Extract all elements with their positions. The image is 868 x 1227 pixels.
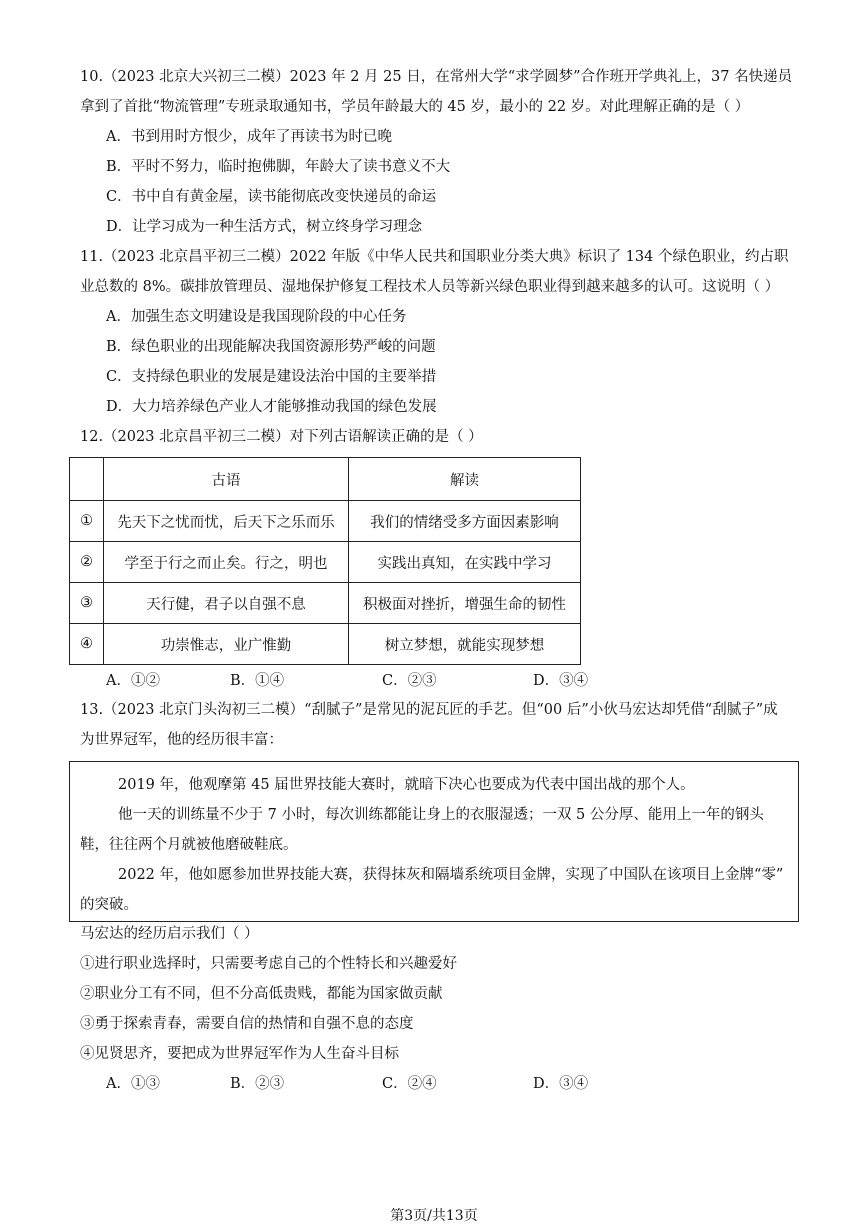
- q13-choice-a: A．①③: [106, 1076, 160, 1092]
- q11-stem-line2: 业总数的 8%。碳排放管理员、湿地保护修复工程技术人员等新兴绿色职业得到越来越多的认可。这说明（ ）: [80, 279, 780, 295]
- table-cell-index: ②: [70, 542, 104, 583]
- table-cell-saying: 功崇惟志，业广惟勤: [104, 624, 349, 665]
- q13-choice-d: D．③④: [533, 1076, 589, 1092]
- q11-option-a: A．加强生态文明建设是我国现阶段的中心任务: [106, 309, 407, 325]
- q12-choices: [106, 671, 606, 691]
- q12-choice-c: C．②③: [382, 673, 437, 689]
- q13-item-3: ③勇于探索青春，需要自信的热情和自强不息的态度: [80, 1016, 414, 1032]
- box-paragraph-3-line1: 2022 年，他如愿参加世界技能大赛，获得抹灰和隔墙系统项目金牌，实现了中国队在该项目上金牌“零”: [118, 867, 784, 883]
- table-header-saying: 古语: [104, 458, 349, 501]
- table-cell-index: ③: [70, 583, 104, 624]
- box-paragraph-3-line2: 的突破。: [80, 897, 138, 913]
- q11-option-d: D．大力培养绿色产业人才能够推动我国的绿色发展: [106, 399, 437, 415]
- q13-question: 马宏达的经历启示我们（ ）: [80, 926, 259, 942]
- q13-item-4: ④见贤思齐，要把成为世界冠军作为人生奋斗目标: [80, 1046, 399, 1062]
- table-row: [70, 583, 581, 624]
- q11-option-c: C．支持绿色职业的发展是建设法治中国的主要举措: [106, 369, 437, 385]
- table-cell-saying: 先天下之忧而忧，后天下之乐而乐: [104, 501, 349, 542]
- q13-stem-line2: 为世界冠军，他的经历很丰富：: [80, 732, 283, 748]
- table-cell-saying: 天行健，君子以自强不息: [104, 583, 349, 624]
- table-row: [70, 542, 581, 583]
- table-header-row: [70, 458, 581, 501]
- q11-stem-line1: 11.（2023 北京昌平初三二模）2022 年版《中华人民共和国职业分类大典》标识了 134 个绿色职业，约占职: [80, 249, 789, 265]
- q12-choice-a: A．①②: [106, 673, 160, 689]
- q13-item-2: ②职业分工有不同，但不分高低贵贱，都能为国家做贡献: [80, 986, 443, 1002]
- table-cell-index: ①: [70, 501, 104, 542]
- q12-choice-b: B．①④: [230, 673, 285, 689]
- table-cell-interpretation: 积极面对挫折，增强生命的韧性: [349, 583, 581, 624]
- q11-option-b: B．绿色职业的出现能解决我国资源形势严峻的问题: [106, 339, 436, 355]
- q10-stem-line2: 拿到了首批“物流管理”专班录取通知书，学员年龄最大的 45 岁，最小的 22 岁。对此理解正确的是（ ）: [80, 99, 750, 115]
- table-header-index: [70, 458, 104, 501]
- table-row: [70, 501, 581, 542]
- box-paragraph-2-line1: 他一天的训练量不少于 7 小时，每次训练都能让身上的衣服湿透；一双 5 公分厚、能用上一年的钢头: [118, 807, 764, 823]
- table-header-interpretation: 解读: [349, 458, 581, 501]
- q13-item-1: ①进行职业选择时，只需要考虑自己的个性特长和兴趣爱好: [80, 956, 457, 972]
- q13-stem-line1: 13.（2023 北京门头沟初三二模）“刮腻子”是常见的泥瓦匠的手艺。但“00 后”小伙马宏达却凭借“刮腻子”成: [80, 702, 778, 718]
- box-paragraph-1: 2019 年，他观摩第 45 届世界技能大赛时，就暗下决心也要成为代表中国出战的那个人。: [118, 777, 695, 793]
- q13-choices: [106, 1074, 606, 1094]
- table-cell-interpretation: 实践出真知，在实践中学习: [349, 542, 581, 583]
- table-cell-saying: 学至于行之而止矣。行之，明也: [104, 542, 349, 583]
- page-number: 第3页/共13页: [390, 1208, 478, 1224]
- q10-option-b: B．平时不努力，临时抱佛脚，年龄大了读书意义不大: [106, 159, 451, 175]
- q12-stem: 12.（2023 北京昌平初三二模）对下列古语解读正确的是（ ）: [80, 429, 483, 445]
- q12-table: [69, 457, 581, 665]
- q13-material-box: [69, 761, 799, 922]
- q13-choice-b: B．②③: [230, 1076, 285, 1092]
- q10-option-a: A．书到用时方恨少，成年了再读书为时已晚: [106, 129, 392, 145]
- q12-choice-d: D．③④: [533, 673, 589, 689]
- table-row: [70, 624, 581, 665]
- table-cell-interpretation: 树立梦想，就能实现梦想: [349, 624, 581, 665]
- q13-choice-c: C．②④: [382, 1076, 437, 1092]
- table-cell-index: ④: [70, 624, 104, 665]
- q10-option-d: D．让学习成为一种生活方式，树立终身学习理念: [106, 219, 423, 235]
- q10-option-c: C．书中自有黄金屋，读书能彻底改变快递员的命运: [106, 189, 437, 205]
- box-paragraph-2-line2: 鞋，往往两个月就被他磨破鞋底。: [80, 837, 298, 853]
- table-cell-interpretation: 我们的情绪受多方面因素影响: [349, 501, 581, 542]
- q10-stem-line1: 10.（2023 北京大兴初三二模）2023 年 2 月 25 日，在常州大学“求学圆梦”合作班开学典礼上，37 名快递员: [80, 69, 793, 85]
